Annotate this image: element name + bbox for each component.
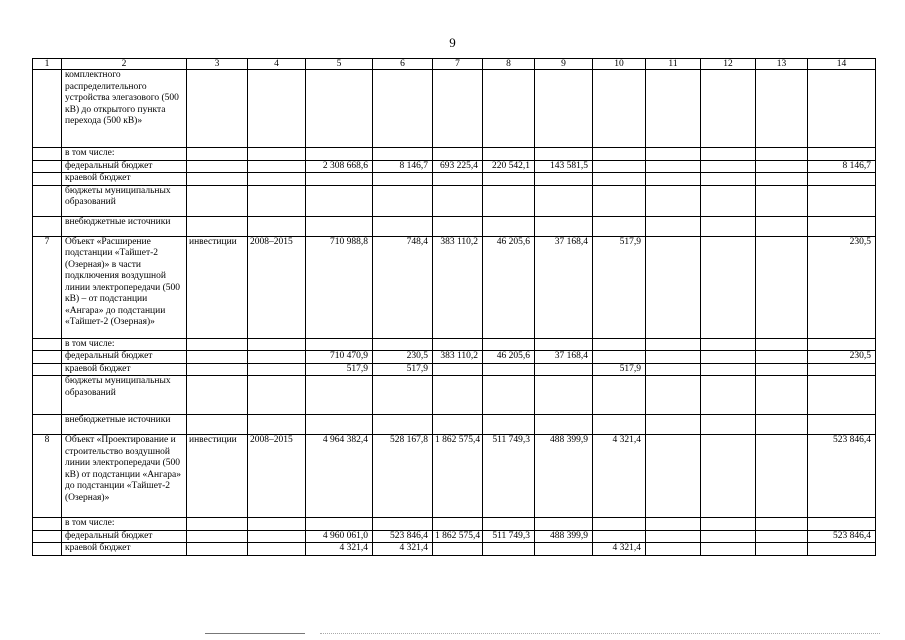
value-cell	[248, 148, 306, 161]
value-cell	[593, 415, 646, 435]
value-cell	[306, 70, 373, 148]
row-description-cell: внебюджетные источники	[62, 216, 187, 236]
value-cell	[535, 363, 593, 376]
value-cell	[701, 415, 756, 435]
value-cell	[535, 376, 593, 415]
row-number-cell	[33, 376, 62, 415]
value-cell	[593, 338, 646, 351]
value-cell: 4 321,4	[593, 543, 646, 556]
value-cell: 523 846,4	[808, 435, 876, 518]
value-cell: 517,9	[593, 236, 646, 338]
value-cell	[593, 518, 646, 531]
value-cell	[701, 530, 756, 543]
value-cell	[646, 185, 701, 216]
value-cell: 517,9	[306, 363, 373, 376]
value-cell	[593, 148, 646, 161]
column-header: 4	[248, 59, 306, 70]
value-cell	[187, 70, 248, 148]
value-cell	[433, 543, 483, 556]
value-cell	[808, 173, 876, 186]
row-description-cell: федеральный бюджет	[62, 160, 187, 173]
value-cell	[483, 173, 535, 186]
value-cell	[646, 518, 701, 531]
footer-dotted-rule	[320, 633, 880, 635]
column-header: 6	[373, 59, 433, 70]
value-cell: 1 862 575,4	[433, 530, 483, 543]
row-description-cell: краевой бюджет	[62, 363, 187, 376]
value-cell	[701, 216, 756, 236]
row-number-cell	[33, 160, 62, 173]
value-cell	[701, 185, 756, 216]
value-cell	[433, 173, 483, 186]
value-cell	[535, 70, 593, 148]
column-header: 3	[187, 59, 248, 70]
value-cell	[593, 70, 646, 148]
row-number-cell	[33, 363, 62, 376]
value-cell	[248, 160, 306, 173]
value-cell	[756, 236, 808, 338]
value-cell	[483, 70, 535, 148]
value-cell	[535, 173, 593, 186]
value-cell	[646, 216, 701, 236]
value-cell: 220 542,1	[483, 160, 535, 173]
value-cell	[248, 543, 306, 556]
value-cell	[756, 160, 808, 173]
value-cell	[483, 185, 535, 216]
value-cell	[535, 148, 593, 161]
row-number-cell	[33, 415, 62, 435]
value-cell	[373, 518, 433, 531]
value-cell	[187, 530, 248, 543]
value-cell: инвестиции	[187, 236, 248, 338]
column-header: 5	[306, 59, 373, 70]
column-header: 7	[433, 59, 483, 70]
page-number: 9	[449, 35, 456, 50]
value-cell	[306, 415, 373, 435]
value-cell: 528 167,8	[373, 435, 433, 518]
value-cell	[306, 185, 373, 216]
table-row	[33, 173, 876, 186]
value-cell	[373, 415, 433, 435]
value-cell	[248, 216, 306, 236]
value-cell	[808, 518, 876, 531]
row-description-cell: внебюджетные источники	[62, 415, 187, 435]
column-header: 13	[756, 59, 808, 70]
value-cell	[808, 543, 876, 556]
value-cell	[756, 530, 808, 543]
row-description-cell: бюджеты муниципальных образований	[62, 185, 187, 216]
value-cell: 488 399,9	[535, 530, 593, 543]
value-cell	[187, 376, 248, 415]
value-cell	[483, 376, 535, 415]
value-cell	[373, 338, 433, 351]
value-cell	[593, 351, 646, 364]
table-row	[33, 435, 876, 518]
column-header: 9	[535, 59, 593, 70]
value-cell	[187, 185, 248, 216]
value-cell	[306, 338, 373, 351]
value-cell	[701, 236, 756, 338]
value-cell: 8 146,7	[373, 160, 433, 173]
value-cell	[756, 173, 808, 186]
column-header: 2	[62, 59, 187, 70]
value-cell	[701, 435, 756, 518]
value-cell	[373, 216, 433, 236]
value-cell	[593, 216, 646, 236]
value-cell: 523 846,4	[808, 530, 876, 543]
column-header: 1	[33, 59, 62, 70]
value-cell	[248, 376, 306, 415]
value-cell	[646, 338, 701, 351]
value-cell	[756, 148, 808, 161]
value-cell	[756, 435, 808, 518]
value-cell	[646, 160, 701, 173]
value-cell	[248, 415, 306, 435]
column-header: 14	[808, 59, 876, 70]
value-cell	[373, 376, 433, 415]
value-cell	[756, 70, 808, 148]
value-cell: 4 964 382,4	[306, 435, 373, 518]
row-number-cell	[33, 530, 62, 543]
value-cell	[535, 415, 593, 435]
value-cell: 693 225,4	[433, 160, 483, 173]
value-cell: 511 749,3	[483, 435, 535, 518]
value-cell	[433, 216, 483, 236]
value-cell	[701, 363, 756, 376]
value-cell: 523 846,4	[373, 530, 433, 543]
value-cell	[701, 338, 756, 351]
row-description-cell: комплектного распределительного устройства элегазового (500 кВ) до открытого пункта перехода (500 кВ)»	[62, 70, 187, 148]
value-cell: 517,9	[593, 363, 646, 376]
value-cell: 748,4	[373, 236, 433, 338]
budget-table	[32, 58, 876, 556]
value-cell: 4 960 061,0	[306, 530, 373, 543]
row-number-cell	[33, 518, 62, 531]
value-cell	[701, 160, 756, 173]
value-cell	[433, 363, 483, 376]
value-cell: 4 321,4	[373, 543, 433, 556]
value-cell	[187, 351, 248, 364]
value-cell	[701, 173, 756, 186]
value-cell: 4 321,4	[306, 543, 373, 556]
value-cell	[701, 351, 756, 364]
value-cell	[646, 236, 701, 338]
table-row	[33, 363, 876, 376]
value-cell	[646, 70, 701, 148]
row-description-cell: в том числе:	[62, 338, 187, 351]
value-cell	[248, 185, 306, 216]
value-cell: 383 110,2	[433, 236, 483, 338]
row-description-cell: бюджеты муниципальных образований	[62, 376, 187, 415]
value-cell: 710 470,9	[306, 351, 373, 364]
value-cell: 383 110,2	[433, 351, 483, 364]
table-row	[33, 351, 876, 364]
column-header: 8	[483, 59, 535, 70]
value-cell	[535, 543, 593, 556]
value-cell	[373, 148, 433, 161]
column-header: 12	[701, 59, 756, 70]
table-row	[33, 530, 876, 543]
value-cell	[593, 185, 646, 216]
value-cell	[483, 338, 535, 351]
value-cell	[535, 518, 593, 531]
value-cell	[306, 216, 373, 236]
value-cell	[646, 351, 701, 364]
value-cell	[187, 160, 248, 173]
value-cell	[701, 70, 756, 148]
value-cell	[756, 351, 808, 364]
row-number-cell	[33, 70, 62, 148]
value-cell	[756, 415, 808, 435]
value-cell	[187, 543, 248, 556]
value-cell	[187, 415, 248, 435]
footer-rule	[205, 633, 305, 634]
value-cell	[306, 173, 373, 186]
value-cell	[593, 376, 646, 415]
value-cell	[373, 173, 433, 186]
table-row	[33, 185, 876, 216]
value-cell	[756, 338, 808, 351]
value-cell	[187, 216, 248, 236]
table-row	[33, 518, 876, 531]
value-cell	[808, 363, 876, 376]
row-number-cell: 8	[33, 435, 62, 518]
value-cell	[756, 185, 808, 216]
value-cell	[646, 530, 701, 543]
value-cell	[756, 518, 808, 531]
value-cell	[646, 376, 701, 415]
value-cell	[593, 173, 646, 186]
row-number-cell	[33, 173, 62, 186]
value-cell: 37 168,4	[535, 236, 593, 338]
value-cell	[756, 376, 808, 415]
value-cell	[483, 148, 535, 161]
value-cell	[646, 415, 701, 435]
table-row	[33, 415, 876, 435]
table-row	[33, 70, 876, 148]
value-cell: 2008–2015	[248, 435, 306, 518]
value-cell	[646, 543, 701, 556]
value-cell	[248, 363, 306, 376]
row-number-cell	[33, 185, 62, 216]
table-body	[33, 59, 876, 556]
row-description-cell: в том числе:	[62, 148, 187, 161]
table-row	[33, 148, 876, 161]
value-cell	[373, 70, 433, 148]
value-cell	[535, 185, 593, 216]
value-cell	[646, 148, 701, 161]
value-cell	[187, 148, 248, 161]
value-cell	[593, 530, 646, 543]
value-cell	[483, 363, 535, 376]
row-description-cell: краевой бюджет	[62, 543, 187, 556]
value-cell	[187, 338, 248, 351]
value-cell	[373, 185, 433, 216]
value-cell: 488 399,9	[535, 435, 593, 518]
table-row	[33, 236, 876, 338]
value-cell	[646, 435, 701, 518]
value-cell	[808, 338, 876, 351]
value-cell	[248, 70, 306, 148]
value-cell	[808, 216, 876, 236]
table-row	[33, 216, 876, 236]
value-cell	[433, 70, 483, 148]
value-cell	[756, 363, 808, 376]
row-description-cell: краевой бюджет	[62, 173, 187, 186]
value-cell: 4 321,4	[593, 435, 646, 518]
value-cell	[701, 148, 756, 161]
row-description-cell: Объект «Проектирование и строительство воздушной линии электропередачи (500 кВ) от подстанции «Ангара» до подстанции «Тайшет-2 (Озерная)»	[62, 435, 187, 518]
row-number-cell	[33, 351, 62, 364]
value-cell	[701, 518, 756, 531]
value-cell	[701, 376, 756, 415]
column-header: 10	[593, 59, 646, 70]
table-row	[33, 376, 876, 415]
value-cell	[483, 543, 535, 556]
row-description-cell: в том числе:	[62, 518, 187, 531]
value-cell: 230,5	[808, 351, 876, 364]
value-cell	[306, 518, 373, 531]
value-cell: 511 749,3	[483, 530, 535, 543]
value-cell	[808, 415, 876, 435]
value-cell	[306, 148, 373, 161]
table-row	[33, 160, 876, 173]
value-cell	[646, 173, 701, 186]
value-cell	[433, 518, 483, 531]
table-row	[33, 338, 876, 351]
value-cell	[808, 185, 876, 216]
value-cell	[808, 70, 876, 148]
value-cell	[808, 148, 876, 161]
value-cell	[808, 376, 876, 415]
column-header: 11	[646, 59, 701, 70]
row-number-cell	[33, 338, 62, 351]
row-description-cell: федеральный бюджет	[62, 351, 187, 364]
value-cell	[756, 543, 808, 556]
value-cell: 710 988,8	[306, 236, 373, 338]
header-row	[33, 59, 876, 70]
value-cell	[483, 415, 535, 435]
value-cell	[433, 185, 483, 216]
value-cell	[756, 216, 808, 236]
value-cell	[646, 363, 701, 376]
table-row	[33, 543, 876, 556]
value-cell: 2 308 668,6	[306, 160, 373, 173]
value-cell	[483, 216, 535, 236]
value-cell: 2008–2015	[248, 236, 306, 338]
value-cell: инвестиции	[187, 435, 248, 518]
value-cell	[248, 518, 306, 531]
value-cell	[433, 148, 483, 161]
value-cell	[187, 173, 248, 186]
value-cell	[248, 338, 306, 351]
value-cell	[433, 376, 483, 415]
value-cell: 230,5	[373, 351, 433, 364]
value-cell: 1 862 575,4	[433, 435, 483, 518]
value-cell: 46 205,6	[483, 351, 535, 364]
value-cell	[701, 543, 756, 556]
value-cell: 37 168,4	[535, 351, 593, 364]
value-cell: 8 146,7	[808, 160, 876, 173]
value-cell: 46 205,6	[483, 236, 535, 338]
row-number-cell	[33, 543, 62, 556]
value-cell	[248, 173, 306, 186]
row-number-cell	[33, 216, 62, 236]
value-cell: 230,5	[808, 236, 876, 338]
value-cell	[433, 338, 483, 351]
row-number-cell	[33, 148, 62, 161]
value-cell	[306, 376, 373, 415]
row-number-cell: 7	[33, 236, 62, 338]
value-cell	[483, 518, 535, 531]
value-cell	[535, 338, 593, 351]
value-cell: 517,9	[373, 363, 433, 376]
value-cell	[535, 216, 593, 236]
value-cell	[248, 351, 306, 364]
value-cell	[593, 160, 646, 173]
row-description-cell: Объект «Расширение подстанции «Тайшет-2 (Озерная)» в части подключения воздушной линии электропередачи (500 кВ) – от подстанции «Ангара» до подстанции «Тайшет-2 (Озерная)»	[62, 236, 187, 338]
value-cell	[187, 518, 248, 531]
value-cell	[248, 530, 306, 543]
value-cell: 143 581,5	[535, 160, 593, 173]
value-cell	[187, 363, 248, 376]
value-cell	[433, 415, 483, 435]
row-description-cell: федеральный бюджет	[62, 530, 187, 543]
